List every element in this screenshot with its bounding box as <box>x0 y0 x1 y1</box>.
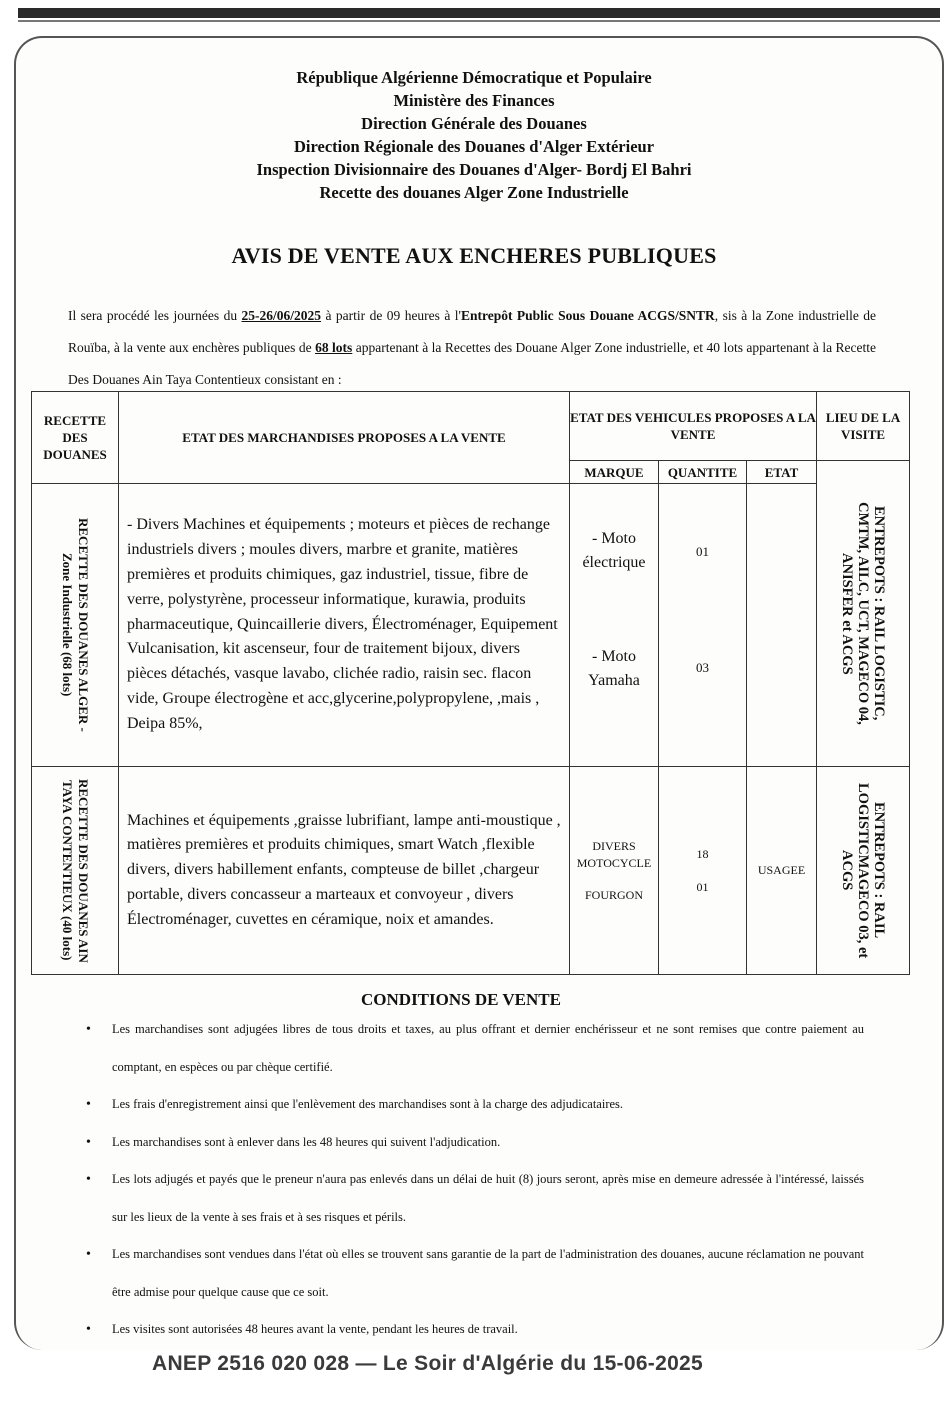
header-inspection: Inspection Divisionnaire des Douanes d'Alger- Bordj El Bahri <box>256 160 692 179</box>
marque-row1-b: - Moto Yamaha <box>588 648 640 689</box>
intro-paragraph <box>68 300 876 396</box>
header-ministry: Ministère des Finances <box>393 91 555 110</box>
goods-row2: Machines et équipements ,graisse lubrifiant, lampe anti-moustique , matières premières et produits chimiques, smart Watch ,flexible divers, divers habillement enfants, compteuse de billet ,chargeur portable, divers concasseur a marteaux et convoyeur , divers Électroménager, cuvettes en céramique, noix et amandes. <box>119 767 570 975</box>
condition-item: • Les marchandises sont à enlever dans les 48 heures qui suivent l'adjudication. <box>80 1124 864 1162</box>
marque-cell-1 <box>570 484 659 767</box>
lieu-cell-2 <box>817 767 910 975</box>
publication-footer: ANEP 2516 020 028 — Le Soir d'Algérie du 15-06-2025 <box>152 1352 704 1375</box>
quantite-cell-1 <box>659 484 747 767</box>
header-recette: Recette des douanes Alger Zone Industrielle <box>319 183 629 202</box>
header-republic: République Algérienne Démocratique et Populaire <box>296 68 652 87</box>
quantite-cell-2 <box>659 767 747 975</box>
table-header-row <box>32 392 910 461</box>
intro-lots: 68 lots <box>315 340 353 355</box>
header-etat-marchandises: ETAT DES MARCHANDISES PROPOSES A LA VENTE <box>119 392 570 484</box>
intro-place: Entrepôt Public Sous Douane ACGS/SNTR <box>460 308 715 323</box>
intro-text-4: appartenant à la Recettes des Douane Alger Zone industrielle, et 40 lots appartenant à la Recette Des Douanes Ain Taya Contentieux consistant en : <box>68 340 877 387</box>
qte-row1-a: 01 <box>696 544 709 559</box>
recette-row2: RECETTE DES DOUANES AIN TAYA CONTENTIEUX (40 lots) <box>60 778 91 963</box>
condition-item: • Les marchandises sont vendues dans l'état où elles se trouvent sans garantie de la part de l'administration des douanes, aucune réclamation ne pouvant être admise pour quelque cause que ce soit. <box>80 1236 864 1311</box>
table-row <box>32 767 910 975</box>
intro-text-1: Il sera procédé les journées du <box>68 308 242 323</box>
top-rule <box>18 8 940 18</box>
header-lieu: LIEU DE LA VISITE <box>817 392 910 461</box>
header-quantite: QUANTITE <box>659 461 747 484</box>
letterhead <box>0 66 948 204</box>
marque-cell-2 <box>570 767 659 975</box>
condition-item: • Les marchandises sont adjugées libres de tous droits et taxes, au plus offrant et dernier enchérisseur et ne sont remises que contre paiement au comptant, en espèces ou par chèque certifié. <box>80 1011 864 1086</box>
lieu-cell-1 <box>817 461 910 767</box>
recette-cell-2 <box>32 767 119 975</box>
header-etat-vehicules: ETAT DES VEHICULES PROPOSES A LA VENTE <box>570 392 817 461</box>
intro-text-2: à partir de 09 heures à l' <box>321 308 461 323</box>
sale-table <box>31 391 910 975</box>
etat-row1 <box>747 484 817 767</box>
intro-dates: 25-26/06/2025 <box>241 308 322 323</box>
header-etat: ETAT <box>747 461 817 484</box>
condition-item: • Les frais d'enregistrement ainsi que l'enlèvement des marchandises sont à la charge des adjudicataires. <box>80 1086 864 1124</box>
header-marque: MARQUE <box>570 461 659 484</box>
lieu-row2: ENTREPOTS : RAIL LOGISTICMAGECO 03, et ACGS <box>839 782 888 959</box>
recette-row1: RECETTE DES DOUANES ALGER - Zone Industrielle (68 lots) <box>60 518 91 732</box>
qte-row1-b: 03 <box>696 660 709 675</box>
header-direction-regionale: Direction Régionale des Douanes d'Alger Extérieur <box>293 137 655 156</box>
top-rule-thin <box>18 20 940 22</box>
lieu-row1: ENTREPOTS : RAIL LOGISTIC, CMTM, AILC, UCT, MAGECO 04, ANISFER et ACGS <box>839 502 888 725</box>
marque-row2-a: DIVERS MOTOCYCLE <box>576 839 652 870</box>
condition-item: • Les visites sont autorisées 48 heures avant la vente, pendant les heures de travail. <box>80 1311 864 1349</box>
qte-row2-a: 18 <box>696 846 709 861</box>
condition-item: • Les lots adjugés et payés que le preneur n'aura pas enlevés dans un délai de huit (8) jours seront, après mise en demeure adressée à l'intéressé, laissés sur les lieux de la vente à ses frais et à ses risques et périls. <box>80 1161 864 1236</box>
goods-row1: - Divers Machines et équipements ; moteurs et pièces de rechange industriels divers ; moules divers, marbre et granite, matières premières et produits chimiques, gaz industriel, tissue, fibre de verre, polystyrène, processeur informatique, kurawia, produits pharmaceutique, Quincaillerie divers, Électroménager, Equipement Vulcanisation, kit ascenseur, four de traitement bijoux, divers pièces détachés, vasque lavabo, clichée radio, raisin sec. flacon vide, Groupe électrogène et acc,glycerine,polypropylene, ,mais , Deipa 85%, <box>119 484 570 767</box>
notice-title: AVIS DE VENTE AUX ENCHERES PUBLIQUES <box>231 243 717 268</box>
conditions-list <box>80 1011 864 1349</box>
conditions-title: CONDITIONS DE VENTE <box>361 990 561 1009</box>
header-direction-generale: Direction Générale des Douanes <box>361 114 587 133</box>
table-row <box>32 484 910 767</box>
intro-text-3: , sis à la Zone industrielle de Rouïba, à la vente aux enchères publiques de <box>68 308 876 355</box>
qte-row2-b: 01 <box>696 879 709 894</box>
header-recette: RECETTE DES DOUANES <box>32 392 119 484</box>
marque-row1-a: - Moto électrique <box>582 530 646 571</box>
marque-row2-b: FOURGON <box>584 888 643 902</box>
recette-cell-1 <box>32 484 119 767</box>
etat-row2: USAGEE <box>747 767 817 975</box>
